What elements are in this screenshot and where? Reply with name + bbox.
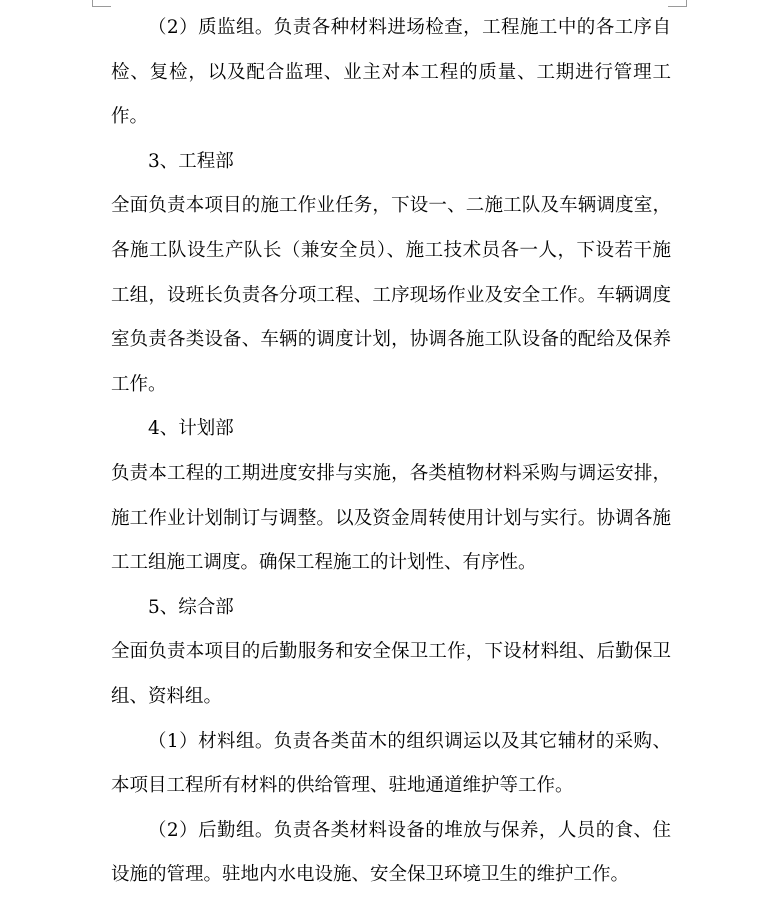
paragraph-general-dept: 全面负责本项目的后勤服务和安全保卫工作，下设材料组、后勤保卫组、资料组。 bbox=[111, 641, 671, 707]
paragraph-quality-team: （2）质监组。负责各种材料进场检查，工程施工中的各工序自检、复检，以及配合监理、业主对本工程的质量、工期进行管理工作。 bbox=[111, 17, 671, 128]
paragraph-materials-team: （1）材料组。负责各类苗木的组织调运以及其它辅材的采购、本项目工程所有材料的供给管理、驻地通道维护等工作。 bbox=[111, 730, 671, 797]
heading-planning-dept: 4、计划部 bbox=[148, 418, 234, 440]
document-body bbox=[111, 6, 671, 898]
paragraph-engineering-dept: 全面负责本项目的施工作业任务，下设一、二施工队及车辆调度室，各施工队设生产队长（兼安全员）、施工技术员各一人，下设若干施工组，设班长负责各分项工程、工序现场作业及安全工作。车辆调度室负责各类设备、车辆的调度计划，协调各施工队设备的配给及保养工作。 bbox=[111, 195, 671, 395]
heading-engineering-dept: 3、工程部 bbox=[148, 150, 234, 172]
paragraph-planning-dept: 负责本工程的工期进度安排与实施，各类植物材料采购与调运安排，施工作业计划制订与调整。以及资金周转使用计划与实行。协调各施工工组施工调度。确保工程施工的计划性、有序性。 bbox=[111, 462, 671, 574]
heading-general-dept: 5、综合部 bbox=[148, 596, 234, 618]
paragraph-logistics-team: （2）后勤组。负责各类材料设备的堆放与保养，人员的食、住设施的管理。驻地内水电设施、安全保卫环境卫生的维护工作。 bbox=[111, 819, 671, 886]
page-corner-mark-left bbox=[92, 0, 111, 7]
